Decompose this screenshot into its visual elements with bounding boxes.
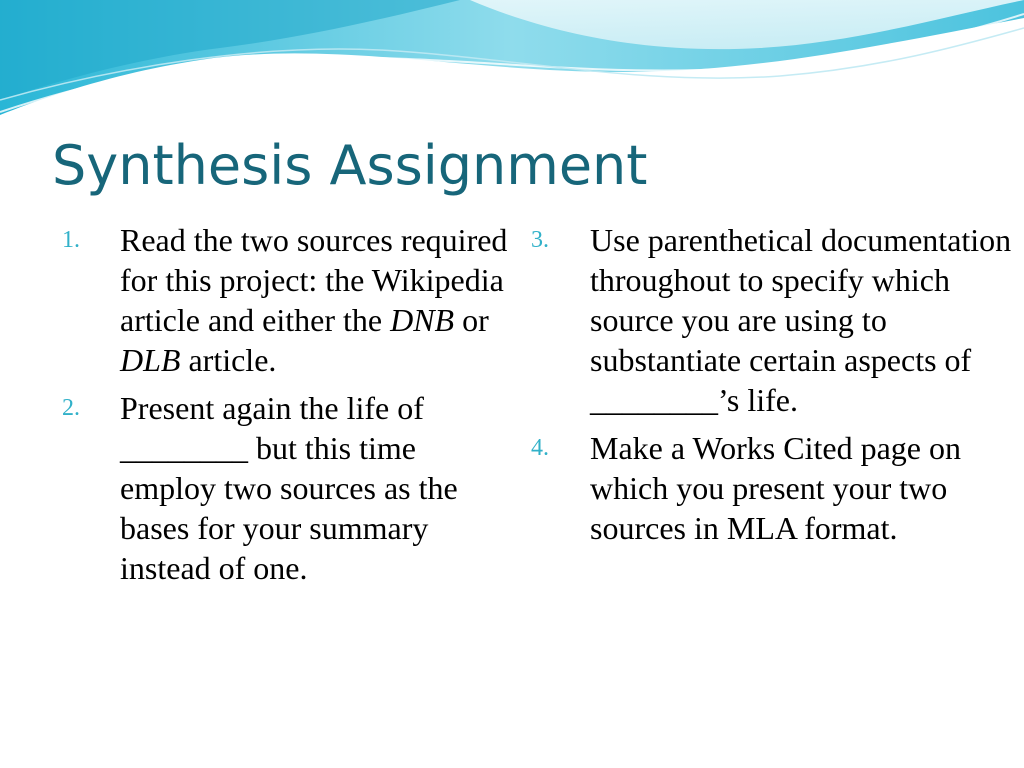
list-number: 2. <box>62 395 80 421</box>
header-wave-decoration <box>0 0 1024 130</box>
list-item <box>0 220 510 380</box>
list-item-text: Use parenthetical documentation throughout to specify which source you are using to substantiate certain aspects of ________’s life. <box>590 222 1012 418</box>
list-item-text: Read the two sources required for this project: the Wikipedia article and either the DNB or DLB article. <box>120 222 508 378</box>
list-number: 3. <box>531 227 549 253</box>
list-number: 4. <box>531 435 549 461</box>
list-item-text: Make a Works Cited page on which you present your two sources in MLA format. <box>590 430 961 546</box>
assignment-list-left <box>0 220 510 596</box>
list-number: 1. <box>62 227 80 253</box>
list-item <box>470 428 1020 548</box>
list-item-text: Present again the life of ________ but this time employ two sources as the bases for your summary instead of one. <box>120 390 458 586</box>
assignment-list-right <box>470 220 1020 556</box>
slide-title: Synthesis Assignment <box>52 134 648 197</box>
list-item <box>470 220 1020 420</box>
list-item <box>0 388 510 588</box>
